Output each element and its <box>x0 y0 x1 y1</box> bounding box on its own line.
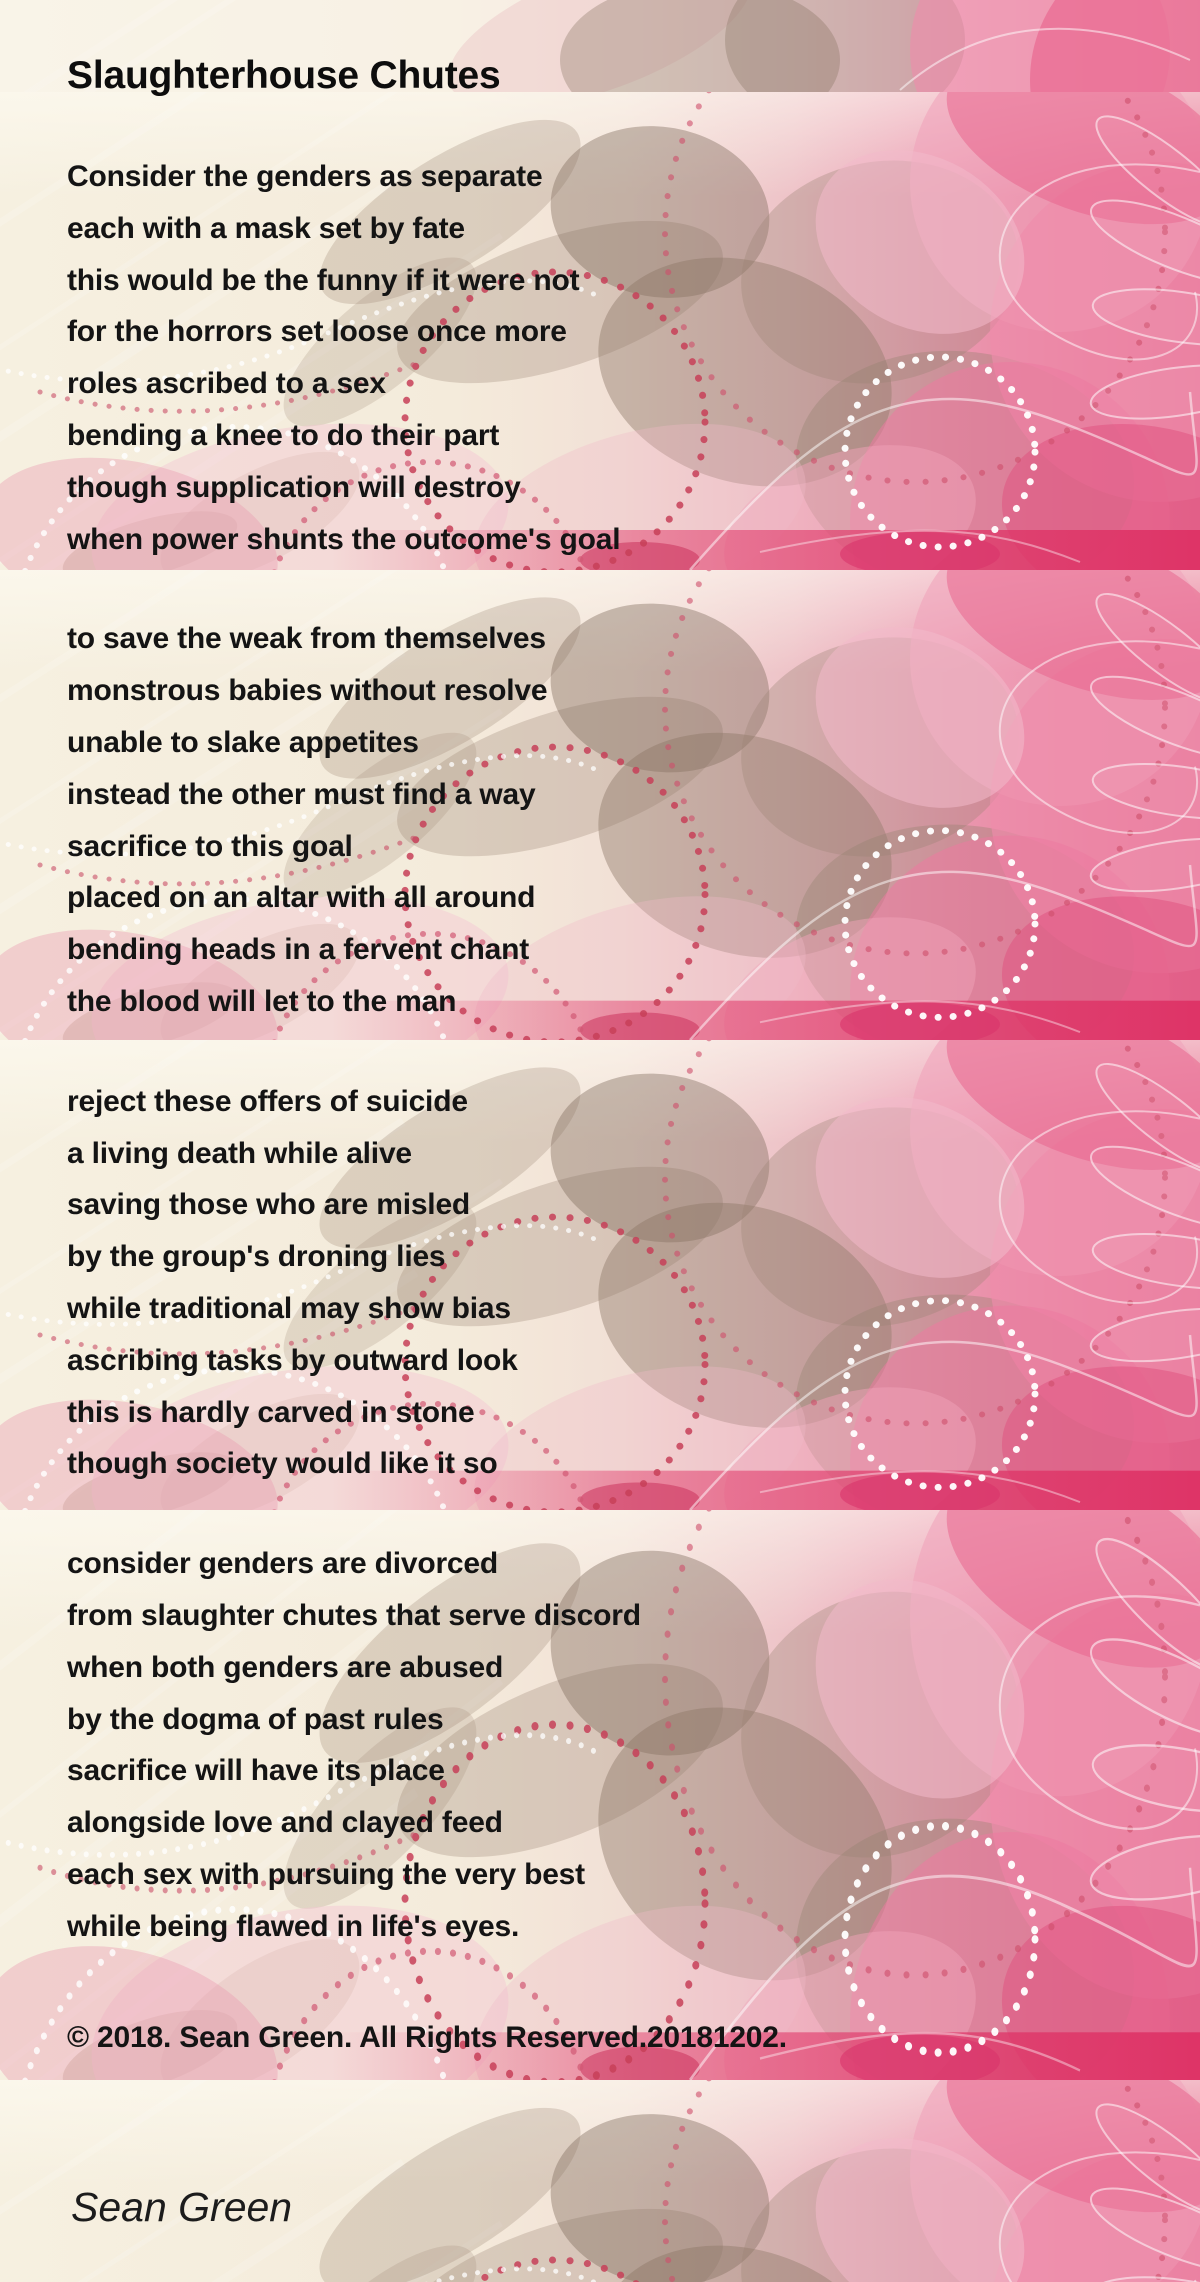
poem-line: though society would like it so <box>67 1447 498 1481</box>
stanza-4 <box>67 1538 641 1952</box>
poem-line: bending heads in a fervent chant <box>67 933 530 967</box>
poem-line: Consider the genders as separate <box>67 160 543 193</box>
poem-stanzas <box>67 151 641 2001</box>
poem-line: while being flawed in life's eyes. <box>67 1909 520 1943</box>
poem-line: ascribing tasks by outward look <box>67 1343 518 1377</box>
poem-line: saving those who are misled <box>67 1188 471 1222</box>
poem-line: while traditional may show bias <box>67 1291 511 1325</box>
poem-line: from slaughter chutes that serve discord <box>67 1598 641 1632</box>
author-signature: Sean Green <box>71 2184 293 2230</box>
poem-line: consider genders are divorced <box>67 1547 499 1581</box>
poem-line: for the horrors set loose once more <box>67 315 567 349</box>
poem-line: to save the weak from themselves <box>67 622 546 656</box>
poem-line: instead the other must find a way <box>67 777 536 811</box>
poem-line: placed on an altar with all around <box>67 881 536 915</box>
poem-line: each sex with pursuing the very best <box>67 1857 585 1891</box>
poem-line: when both genders are abused <box>67 1650 504 1684</box>
page-title: Slaughterhouse Chutes <box>67 54 501 97</box>
poem-line: sacrifice will have its place <box>67 1754 445 1788</box>
stanza-3 <box>67 1076 641 1490</box>
poem-line: sacrifice to this goal <box>67 829 353 863</box>
poem-line: when power shunts the outcome's goal <box>67 522 621 556</box>
poem-line: unable to slake appetites <box>67 725 419 759</box>
stanza-1 <box>67 151 641 565</box>
poem-line: monstrous babies without resolve <box>67 674 548 708</box>
poem-line: the blood will let to the man <box>67 984 457 1018</box>
poem-line: alongside love and clayed feed <box>67 1806 503 1840</box>
copyright-notice: © 2018. Sean Green. All Rights Reserved.20181202. <box>67 2021 787 2054</box>
poem-line: this is hardly carved in stone <box>67 1395 475 1429</box>
poem-line: roles ascribed to a sex <box>67 367 386 401</box>
poem-line: by the group's droning lies <box>67 1240 446 1274</box>
poem-line: this would be the funny if it were not <box>67 263 580 297</box>
poem-line: by the dogma of past rules <box>67 1702 444 1736</box>
poem-line: reject these offers of suicide <box>67 1084 468 1118</box>
stanza-2 <box>67 613 641 1027</box>
poem-line: though supplication will destroy <box>67 470 521 504</box>
poem-line: a living death while alive <box>67 1136 412 1170</box>
poem-line: bending a knee to do their part <box>67 418 500 452</box>
poem-line: each with a mask set by fate <box>67 211 465 245</box>
